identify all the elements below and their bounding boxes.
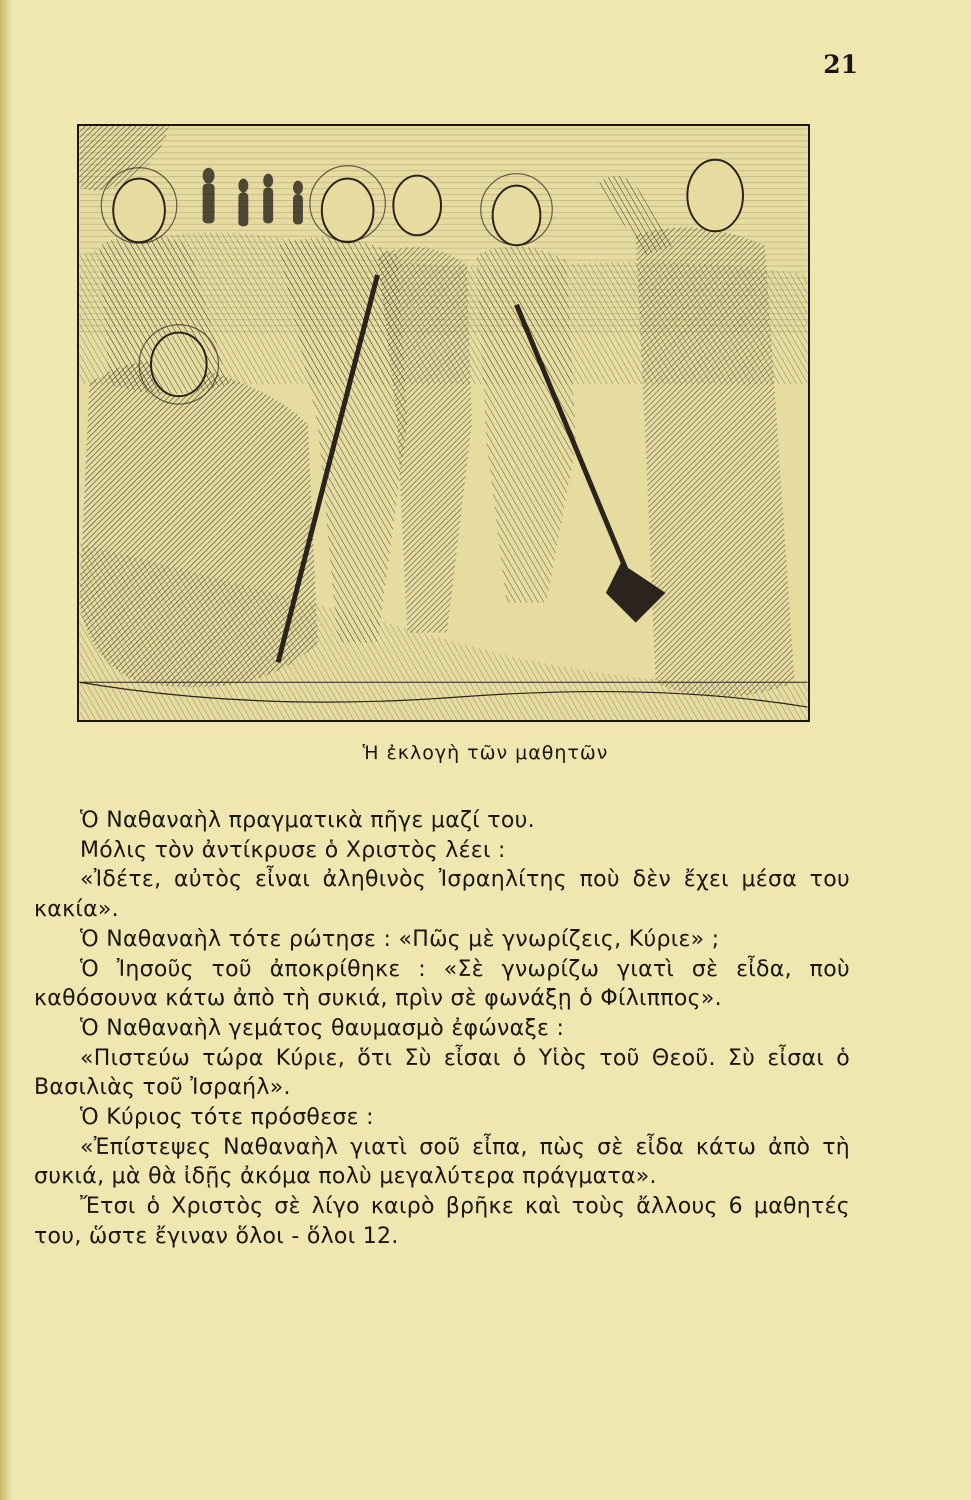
engraving-illustration <box>77 124 810 722</box>
paragraph: Ἔτσι ὁ Χριστὸς σὲ λίγο καιρὸ βρῆκε καὶ τοὺς ἄλλους 6 μαθητές του, ὥστε ἔγιναν ὅλοι - ὅλοι 12. <box>34 1194 850 1249</box>
paragraph: Ὁ Ναθαναὴλ πραγματικὰ πῆγε μαζί του. <box>80 808 535 833</box>
page-number: 21 <box>823 50 858 79</box>
paragraph: Ὁ Ναθαναὴλ γεμάτος θαυμασμὸ ἐφώναξε : <box>80 1015 565 1041</box>
paragraph: «Πιστεύω τώρα Κύριε, ὅτι Σὺ εἶσαι ὁ Υἱὸς τοῦ Θεοῦ. Σὺ εἶσαι ὁ Βασιλιὰς τοῦ Ἰσραήλ». <box>34 1045 850 1101</box>
paragraph: Ὁ Ναθαναὴλ τότε ρώτησε : «Πῶς μὲ γνωρίζεις, Κύριε» ; <box>80 926 720 952</box>
body-text <box>34 806 850 1252</box>
engraving-drawing <box>79 126 808 720</box>
paragraph: «Ἰδέτε, αὐτὸς εἶναι ἀληθινὸς Ἰσραηλίτης ποὺ δὲν ἔχει μέσα του κακία». <box>34 867 850 923</box>
paragraph: «Ἐπίστεψες Ναθαναὴλ γιατὶ σοῦ εἶπα, πὼς σὲ εἶδα κάτω ἀπὸ τὴ συκιά, μὰ θὰ ἰδῇς ἀκόμα πολὺ μεγαλύτερα πράγματα». <box>34 1134 850 1190</box>
paragraph: Ὁ Κύριος τότε πρόσθεσε : <box>80 1105 374 1131</box>
illustration-caption: Ἡ ἐκλογὴ τῶν μαθητῶν <box>362 742 609 764</box>
paragraph: Μόλις τὸν ἀντίκρυσε ὁ Χριστὸς λέει : <box>80 837 506 863</box>
paragraph: Ὁ Ἰησοῦς τοῦ ἀποκρίθηκε : «Σὲ γνωρίζω γιατὶ σὲ εἶδα, ποὺ καθόσουνα κάτω ἀπὸ τὴ συκιά, πρὶν σὲ φωνάξῃ ὁ Φίλιππος». <box>34 956 850 1012</box>
